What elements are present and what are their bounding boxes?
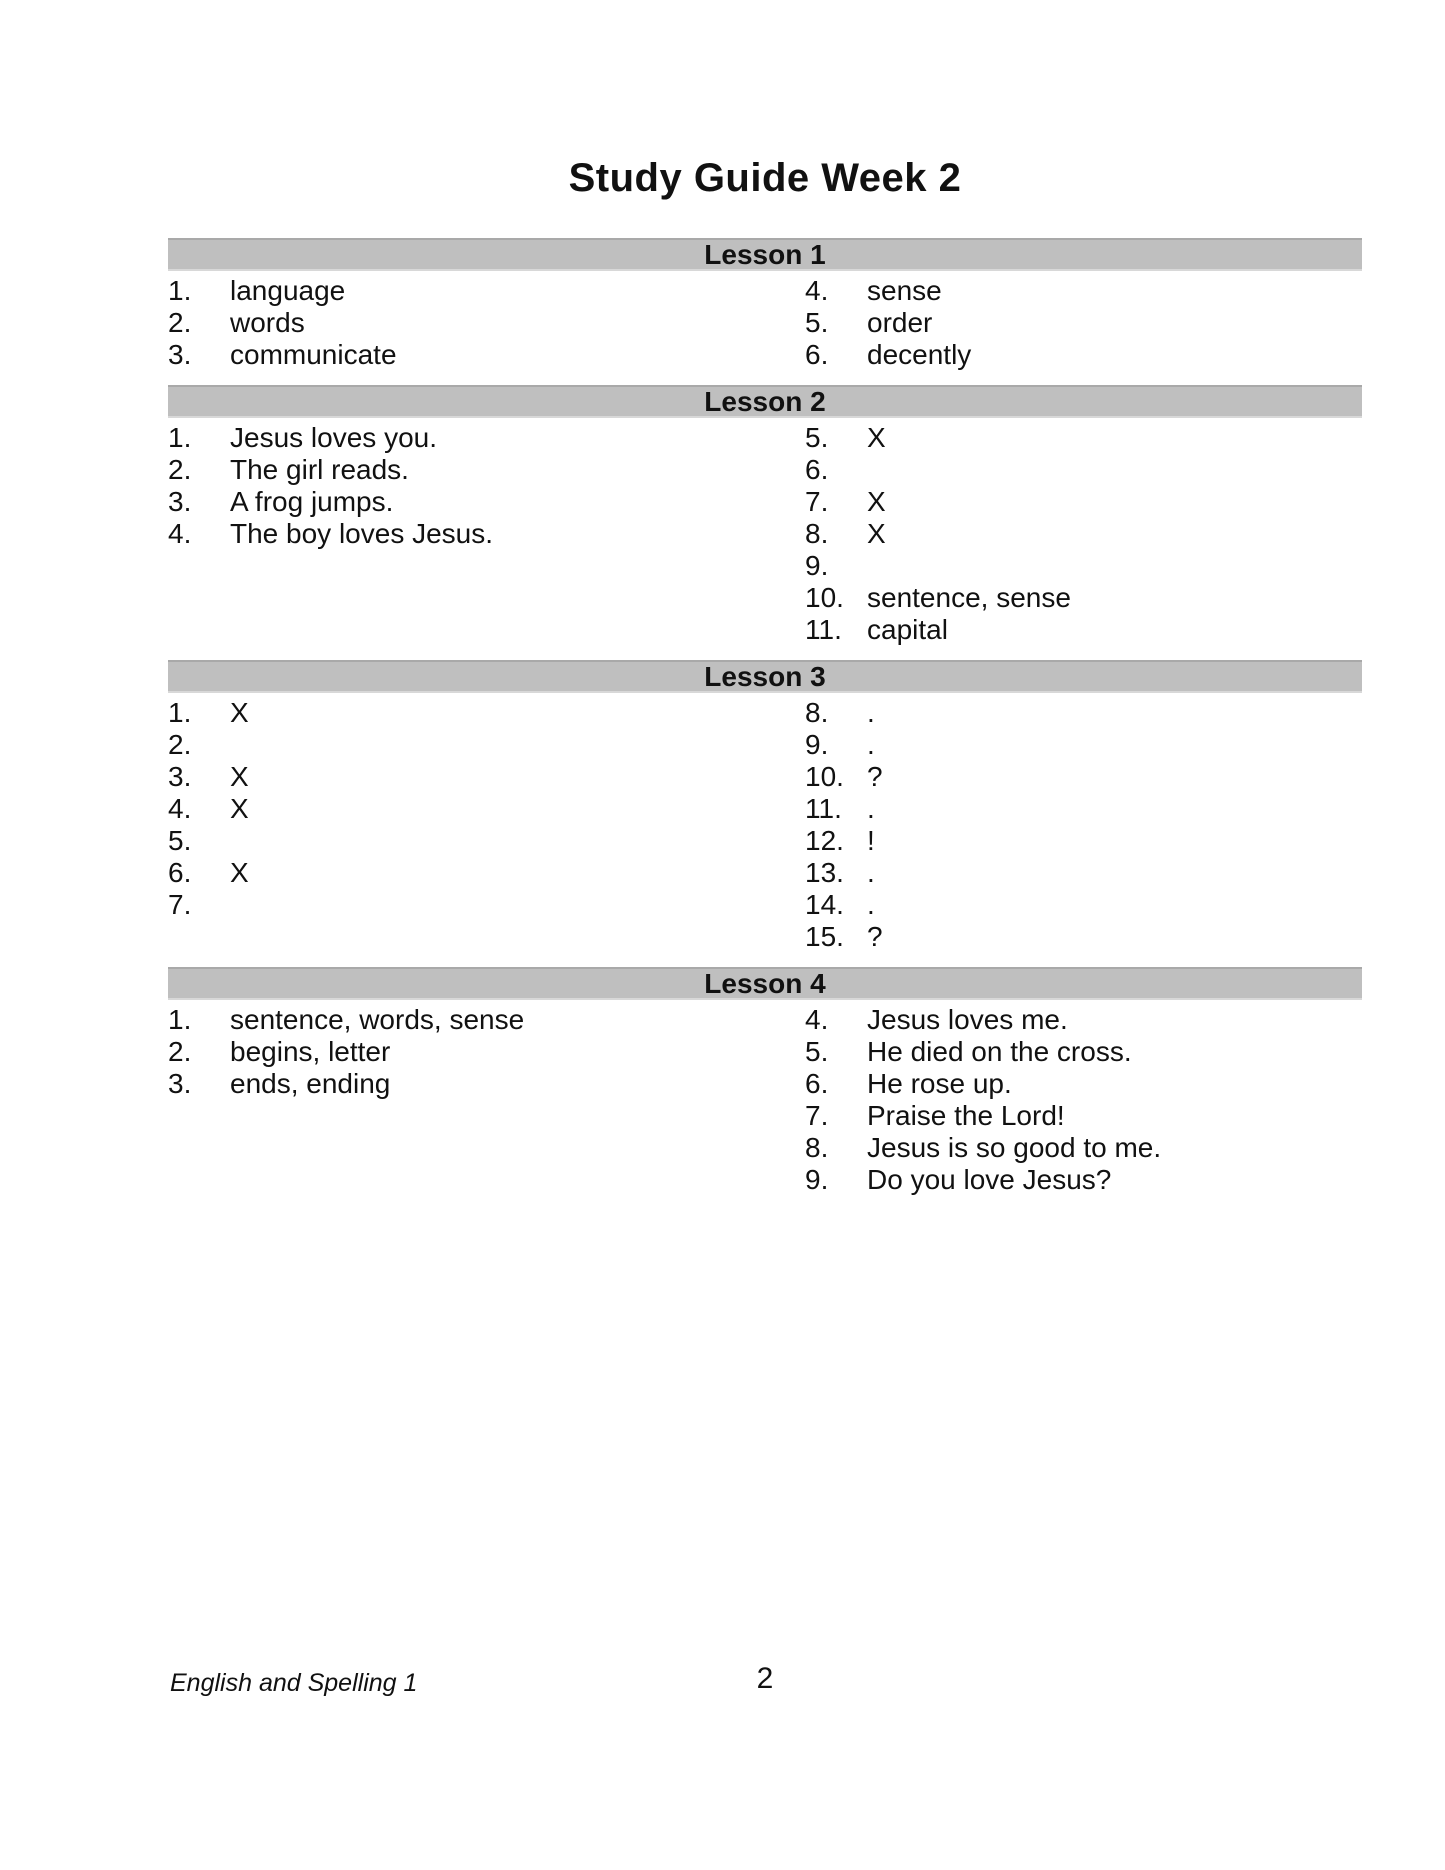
- list-item: [805, 518, 1362, 550]
- lesson-column-right: [805, 697, 1362, 953]
- lesson-column-right: [805, 422, 1362, 646]
- list-item: [805, 857, 1362, 889]
- item-number: 3.: [168, 339, 192, 370]
- lesson-column-left: [168, 275, 805, 371]
- list-item: [805, 697, 1362, 729]
- item-number: 15.: [805, 921, 844, 952]
- list-item: [805, 486, 1362, 518]
- item-text: ?: [867, 761, 883, 792]
- lesson-title: Lesson 3: [704, 661, 826, 692]
- item-text: X: [230, 793, 249, 824]
- item-number: 4.: [805, 275, 829, 306]
- item-number: 9.: [805, 550, 829, 581]
- list-item: [168, 518, 805, 550]
- item-text: Jesus is so good to me.: [867, 1132, 1162, 1163]
- item-text: ?: [867, 921, 883, 952]
- item-number: 7.: [168, 889, 192, 920]
- lesson-body: [168, 271, 1362, 385]
- lesson-column-left: [168, 422, 805, 646]
- item-text: capital: [867, 614, 948, 645]
- item-number: 5.: [805, 307, 829, 338]
- list-item: [805, 1100, 1362, 1132]
- item-text: Do you love Jesus?: [867, 1164, 1112, 1195]
- item-text: A frog jumps.: [230, 486, 394, 517]
- footer-page-number: 2: [756, 1662, 774, 1695]
- item-number: 2.: [168, 1036, 192, 1067]
- list-item: [805, 1132, 1362, 1164]
- lesson-body: [168, 693, 1362, 967]
- item-number: 9.: [805, 729, 829, 760]
- item-number: 1.: [168, 1004, 192, 1035]
- item-text: Praise the Lord!: [867, 1100, 1065, 1131]
- lesson-column-left: [168, 1004, 805, 1196]
- item-number: 5.: [168, 825, 192, 856]
- item-number: 4.: [168, 793, 192, 824]
- lesson-header-bar: [168, 660, 1362, 693]
- item-number: 7.: [805, 486, 829, 517]
- list-item: [805, 761, 1362, 793]
- item-text: The girl reads.: [230, 454, 409, 485]
- list-item: [805, 454, 1362, 486]
- list-item: [805, 729, 1362, 761]
- item-text: The boy loves Jesus.: [230, 518, 494, 549]
- item-number: 13.: [805, 857, 844, 888]
- lesson-section: [168, 660, 1362, 967]
- item-number: 6.: [805, 454, 829, 485]
- list-item: [168, 793, 805, 825]
- list-item: [168, 1004, 805, 1036]
- item-text: begins, letter: [230, 1036, 391, 1067]
- item-text: Jesus loves you.: [230, 422, 437, 453]
- item-number: 7.: [805, 1100, 829, 1131]
- lesson-body: [168, 1000, 1362, 1210]
- list-item: [168, 339, 805, 371]
- item-number: 5.: [805, 422, 829, 453]
- item-text: sentence, words, sense: [230, 1004, 525, 1035]
- lesson-section: [168, 967, 1362, 1210]
- item-number: 3.: [168, 486, 192, 517]
- list-item: [168, 307, 805, 339]
- list-item: [805, 614, 1362, 646]
- item-text: He died on the cross.: [867, 1036, 1132, 1067]
- lesson-column-right: [805, 1004, 1362, 1196]
- list-item: [168, 275, 805, 307]
- list-item: [805, 1036, 1362, 1068]
- list-item: [805, 1068, 1362, 1100]
- list-item: [805, 793, 1362, 825]
- item-text: !: [867, 825, 875, 856]
- list-item: [168, 454, 805, 486]
- item-number: 2.: [168, 729, 192, 760]
- item-number: 12.: [805, 825, 844, 856]
- item-number: 4.: [805, 1004, 829, 1035]
- list-item: [805, 339, 1362, 371]
- list-item: [805, 1004, 1362, 1036]
- lessons: [168, 238, 1362, 1210]
- list-item: [168, 857, 805, 889]
- item-text: ends, ending: [230, 1068, 391, 1099]
- item-text: sense: [867, 275, 942, 306]
- item-text: communicate: [230, 339, 397, 370]
- list-item: [168, 697, 805, 729]
- list-item: [168, 761, 805, 793]
- lesson-title: Lesson 2: [704, 386, 826, 417]
- item-text: X: [867, 422, 886, 453]
- item-number: 8.: [805, 697, 829, 728]
- item-number: 3.: [168, 1068, 192, 1099]
- page-footer: [168, 1662, 1362, 1706]
- item-text: decently: [867, 339, 972, 370]
- lesson-header-bar: [168, 238, 1362, 271]
- item-text: Jesus loves me.: [867, 1004, 1068, 1035]
- item-number: 10.: [805, 761, 844, 792]
- list-item: [805, 275, 1362, 307]
- item-text: He rose up.: [867, 1068, 1012, 1099]
- item-number: 14.: [805, 889, 844, 920]
- list-item: [805, 825, 1362, 857]
- item-number: 1.: [168, 422, 192, 453]
- item-number: 6.: [805, 1068, 829, 1099]
- item-number: 1.: [168, 697, 192, 728]
- lesson-title: Lesson 1: [704, 239, 826, 270]
- item-text: X: [867, 486, 886, 517]
- list-item: [168, 889, 805, 921]
- list-item: [805, 550, 1362, 582]
- item-text: .: [867, 793, 875, 824]
- item-text: language: [230, 275, 346, 306]
- lesson-body: [168, 418, 1362, 660]
- lesson-header-bar: [168, 385, 1362, 418]
- item-number: 11.: [805, 614, 842, 645]
- item-number: 3.: [168, 761, 192, 792]
- list-item: [168, 1068, 805, 1100]
- item-text: .: [867, 857, 875, 888]
- list-item: [805, 582, 1362, 614]
- lesson-section: [168, 385, 1362, 660]
- item-number: 1.: [168, 275, 192, 306]
- item-number: 10.: [805, 582, 844, 613]
- list-item: [168, 729, 805, 761]
- item-number: 6.: [805, 339, 829, 370]
- item-number: 11.: [805, 793, 842, 824]
- item-text: order: [867, 307, 933, 338]
- lesson-section: [168, 238, 1362, 385]
- item-number: 4.: [168, 518, 192, 549]
- list-item: [805, 921, 1362, 953]
- item-number: 6.: [168, 857, 192, 888]
- lesson-column-right: [805, 275, 1362, 371]
- item-text: X: [230, 697, 249, 728]
- item-number: 8.: [805, 1132, 829, 1163]
- item-number: 9.: [805, 1164, 829, 1195]
- lesson-title: Lesson 4: [704, 968, 826, 999]
- list-item: [168, 486, 805, 518]
- list-item: [168, 825, 805, 857]
- item-text: X: [867, 518, 886, 549]
- item-text: X: [230, 761, 249, 792]
- page-content: [168, 0, 1362, 1210]
- item-text: X: [230, 857, 249, 888]
- item-text: .: [867, 697, 875, 728]
- page-title: Study Guide Week 2: [568, 156, 962, 200]
- list-item: [805, 1164, 1362, 1196]
- list-item: [168, 1036, 805, 1068]
- item-number: 8.: [805, 518, 829, 549]
- item-text: sentence, sense: [867, 582, 1071, 613]
- lesson-header-bar: [168, 967, 1362, 1000]
- list-item: [805, 889, 1362, 921]
- item-text: .: [867, 889, 875, 920]
- item-number: 2.: [168, 454, 192, 485]
- item-number: 2.: [168, 307, 192, 338]
- footer-book-title: English and Spelling 1: [170, 1669, 418, 1697]
- list-item: [805, 422, 1362, 454]
- lesson-column-left: [168, 697, 805, 953]
- list-item: [168, 422, 805, 454]
- item-number: 5.: [805, 1036, 829, 1067]
- item-text: .: [867, 729, 875, 760]
- list-item: [805, 307, 1362, 339]
- item-text: words: [230, 307, 305, 338]
